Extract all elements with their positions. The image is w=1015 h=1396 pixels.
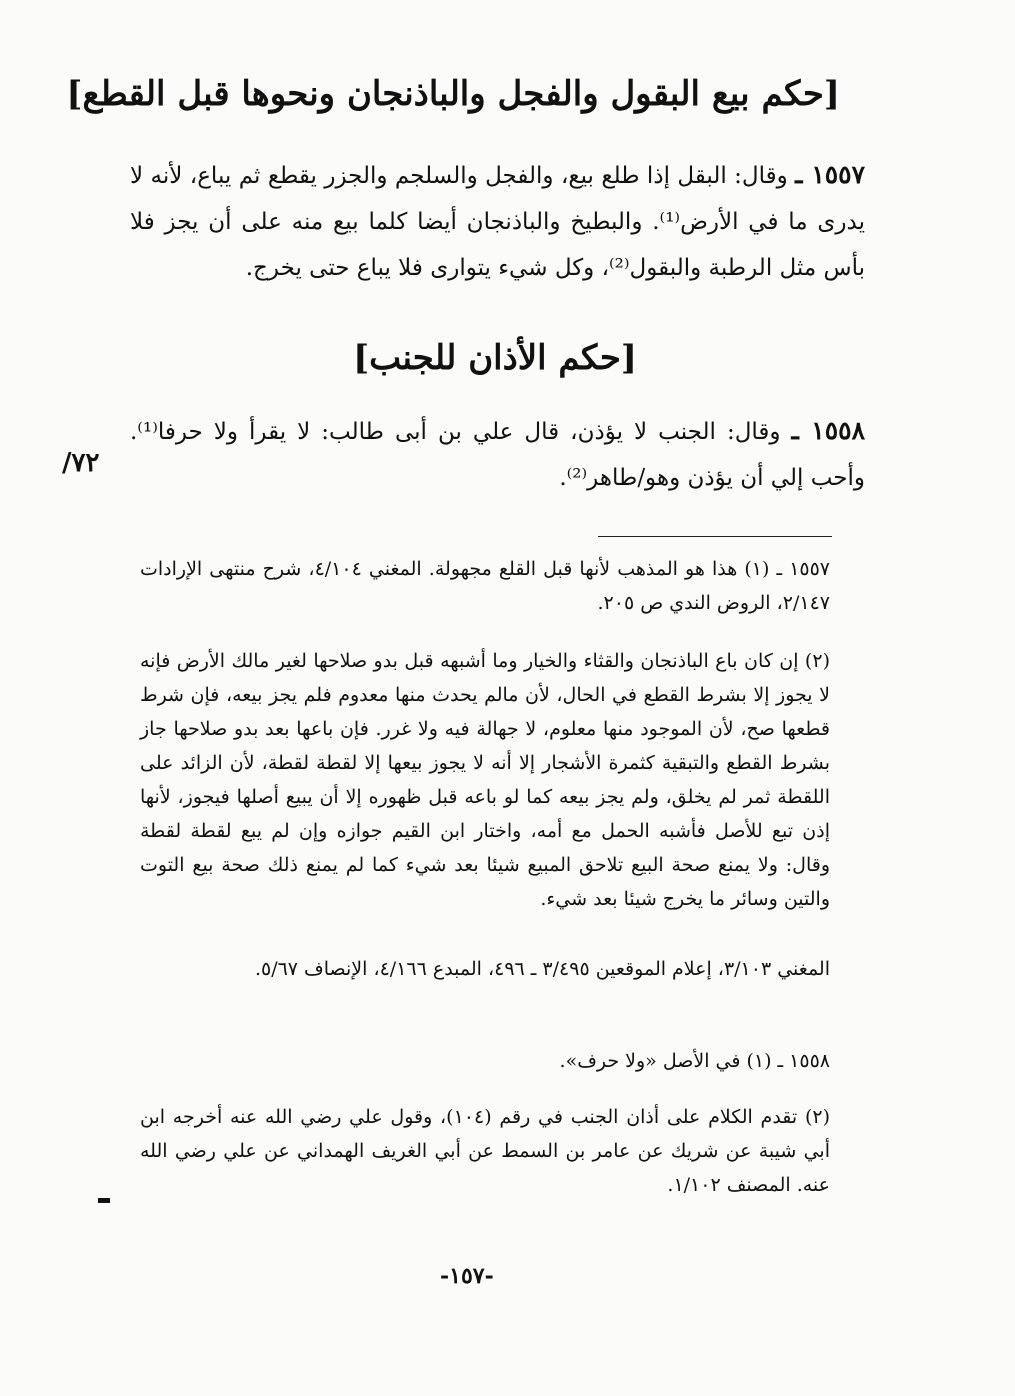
paragraph-number: ١٥٥٧ ـ <box>795 160 866 189</box>
manuscript-folio-marker: ٧٢/ <box>62 448 100 478</box>
paragraph-1558 <box>130 408 865 501</box>
footnote-1557-references: المغني ٣/١٠٣، إعلام الموقعين ٣/٤٩٥ ـ ٤٩٦، المبدع ٤/١٦٦، الإنصاف ٥/٦٧. <box>254 958 830 980</box>
footnote-1557-1: ١٥٥٧ ـ (١) هذا هو المذهب لأنها قبل القلع مجهولة. المغني ٤/١٠٤، شرح منتهى الإرادات ٢/١٤٧، الروض الندي ص ٢٠٥. <box>140 558 831 614</box>
section-title-bay-al-buqul: [حكم بيع البقول والفجل والباذنجان ونحوها قبل القطع] <box>66 74 840 114</box>
page-number: -١٥٧- <box>440 1263 494 1289</box>
footnote-1558-1: ١٥٥٨ ـ (١) في الأصل «ولا حرف». <box>559 1050 830 1072</box>
paragraph-1557 <box>130 152 865 291</box>
paragraph-text: وقال: الجنب لا يؤذن، قال علي بن أبى طالب: لا يقرأ ولا حرفا⁽¹⁾. وأحب إلي أن يؤذن وهو/طاهر⁽²⁾. <box>130 419 865 491</box>
footnote-1557-2: (٢) إن كان باع الباذنجان والقثاء والخيار وما أشبهه قبل بدو صلاحها لغير مالك الأرض فإنه لا يجوز إلا بشرط القطع في الحال، لأن مالم يحدث منها معدوم فلم يجز بيعه، فإن شرط قطعها صح، لأن الموجود منها معلوم، لا جهالة فيه ولا غرر. فإن باعها بعد بدو صلاحها جاز بشرط القطع والتبقية كثمرة الأشجار إلا أنه لا يجوز بيعها إلا لقطة لقطة، لأن الزائد على اللقطة ثمر لم يخلق، ولم يجز بيعه كما لو باعه قبل ظهوره إلا أن يبيع أصلها فيجوز، لأنها إذن تبع للأصل فأشبه الحمل مع أمه، واختار ابن القيم جوازه وإن لم يبع لقطة لقطة وقال: ولا يمنع صحة البيع تلاحق المبيع شيئا بعد شيء كما لم يمنع ذلك صحة بيع التوت والتين وسائر ما يخرج شيئا بعد شيء. <box>140 650 830 910</box>
footnote-1558-2: (٢) تقدم الكلام على أذان الجنب في رقم (١٠٤)، وقول علي رضي الله عنه أخرجه ابن أبي شيبة عن شريك عن عامر بن السمط عن أبي الغريف الهمداني عن علي رضي الله عنه. المصنف ١/١٠٢. <box>140 1106 830 1196</box>
section-title-adhan-junub: [حكم الأذان للجنب] <box>353 338 637 378</box>
paragraph-number: ١٥٥٨ ـ <box>791 416 866 445</box>
ink-speck <box>98 1198 110 1203</box>
footnote-separator <box>598 536 832 537</box>
paragraph-text: وقال: البقل إذا طلع بيع، والفجل والسلجم والجزر يقطع ثم يباع، لأنه لا يدرى ما في الأرض⁽¹⁾. والبطيخ والباذنجان أيضا كلما بيع منه على أن يجز فلا بأس مثل الرطبة والبقول⁽²⁾، وكل شيء يتوارى فلا يباع حتى يخرج. <box>130 163 865 281</box>
